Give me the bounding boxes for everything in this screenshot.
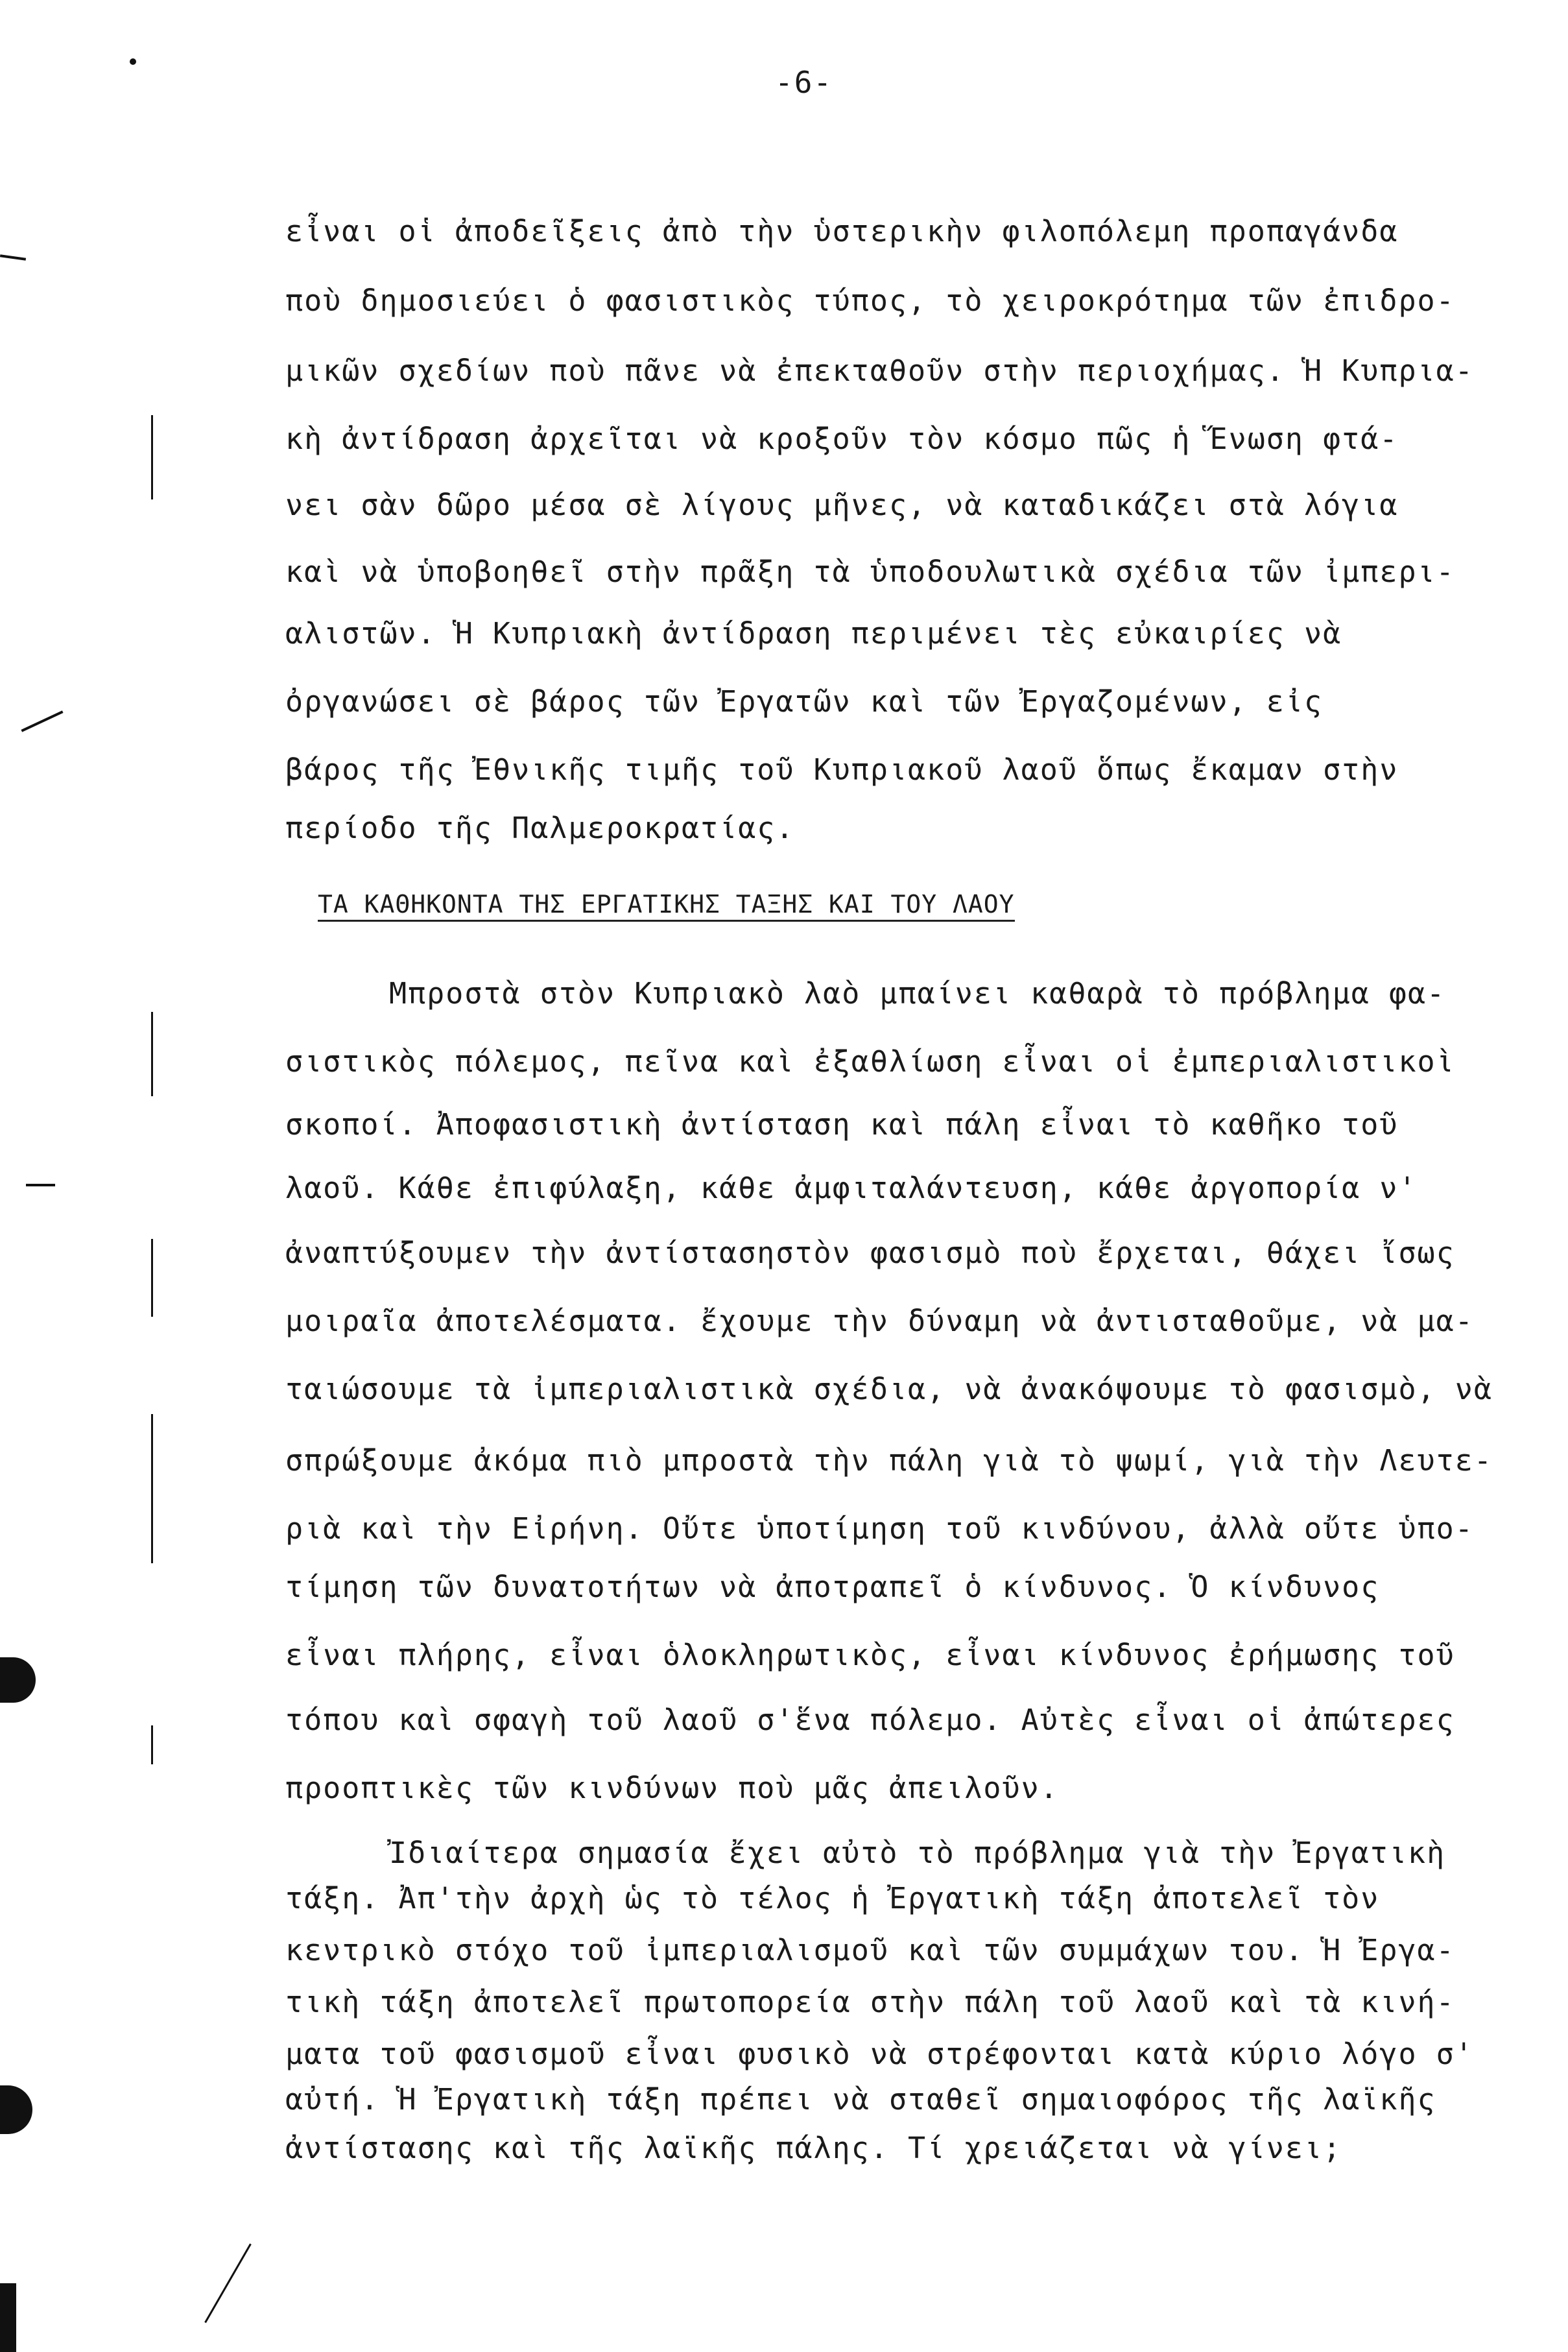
margin-line <box>151 1725 153 1764</box>
text-line: Ἰδιαίτερα σημασία ἔχει αὐτὸ τὸ πρόβλημα γιὰ τὴν Ἐργατικὴ <box>389 1836 1446 1870</box>
text-line: μικῶν σχεδίων ποὺ πᾶνε νὰ ἐπεκταθοῦν στὴν περιοχήμας. Ἡ Κυπρια- <box>285 354 1474 388</box>
text-line: εἶναι πλήρης, εἶναι ὁλοκληρωτικὸς, εἶναι κίνδυνος ἐρήμωσης τοῦ <box>285 1638 1455 1672</box>
scan-blot <box>0 2085 32 2134</box>
margin-line <box>151 1414 153 1563</box>
margin-line <box>151 415 153 499</box>
text-line: ὀργανώσει σὲ βάρος τῶν Ἐργατῶν καὶ τῶν Ἐργαζομένων, εἰς <box>285 684 1324 719</box>
text-line: τικὴ τάξη ἀποτελεῖ πρωτοπορεία στὴν πάλη τοῦ λαοῦ καὶ τὰ κινή- <box>285 1985 1455 2019</box>
text-line: ἀναπτύξουμεν τὴν ἀντίστασηστὸν φασισμὸ ποὺ ἔρχεται, θάχει ἴσως <box>285 1236 1455 1270</box>
text-line: σιστικὸς πόλεμος, πεῖνα καὶ ἐξαθλίωση εἶναι οἱ ἐμπεριαλιστικοὶ <box>285 1044 1455 1079</box>
text-line: κὴ ἀντίδραση ἀρχεῖται νὰ κροξοῦν τὸν κόσμο πῶς ἡ Ἕνωση φτά- <box>285 422 1399 456</box>
scan-blot <box>0 1657 36 1703</box>
scan-speck <box>21 710 63 732</box>
section-heading: ΤΑ ΚΑΘΗΚΟΝΤΑ ΤΗΣ ΕΡΓΑΤΙΚΗΣ ΤΑΞΗΣ ΚΑΙ ΤΟΥ ΛΑΟΥ <box>318 890 1015 922</box>
text-line: κεντρικὸ στόχο τοῦ ἰμπεριαλισμοῦ καὶ τῶν συμμάχων του. Ἡ Ἐργα- <box>285 1933 1455 1967</box>
text-line: ποὺ δημοσιεύει ὁ φασιστικὸς τύπος, τὸ χειροκρότημα τῶν ἐπιδρο- <box>285 283 1455 318</box>
text-line: τίμηση τῶν δυνατοτήτων νὰ ἀποτραπεῖ ὁ κίνδυνος. Ὁ κίνδυνος <box>285 1570 1380 1604</box>
margin-line <box>151 1239 153 1317</box>
text-line: τόπου καὶ σφαγὴ τοῦ λαοῦ σ'ἕνα πόλεμο. Αὐτὲς εἶναι οἱ ἀπώτερες <box>285 1703 1455 1737</box>
scan-speck <box>26 1184 55 1186</box>
pen-stroke <box>204 2244 252 2323</box>
text-line: λαοῦ. Κάθε ἐπιφύλαξη, κάθε ἀμφιταλάντευση, κάθε ἀργοπορία ν' <box>285 1171 1418 1205</box>
text-line: νει σὰν δῶρο μέσα σὲ λίγους μῆνες, νὰ καταδικάζει στὰ λόγια <box>285 488 1399 522</box>
scan-speck <box>0 254 26 261</box>
text-line: καὶ νὰ ὑποβοηθεῖ στὴν πρᾶξη τὰ ὑποδουλωτικὰ σχέδια τῶν ἰμπερι- <box>285 555 1455 589</box>
text-line: Μπροστὰ στὸν Κυπριακὸ λαὸ μπαίνει καθαρὰ τὸ πρόβλημα φα- <box>389 976 1446 1011</box>
text-line: ταιώσουμε τὰ ἰμπεριαλιστικὰ σχέδια, νὰ ἀνακόψουμε τὸ φασισμὸ, νὰ <box>285 1372 1493 1406</box>
text-line: μοιραῖα ἀποτελέσματα. ἔχουμε τὴν δύναμη νὰ ἀντισταθοῦμε, νὰ μα- <box>285 1304 1474 1338</box>
text-line: προοπτικὲς τῶν κινδύνων ποὺ μᾶς ἀπειλοῦν. <box>285 1771 1059 1805</box>
text-line: εἶναι οἱ ἀποδεῖξεις ἀπὸ τὴν ὑστερικὴν φιλοπόλεμη προπαγάνδα <box>285 214 1399 248</box>
text-line: τάξη. Ἀπ'τὴν ἀρχὴ ὡς τὸ τέλος ἡ Ἐργατικὴ τάξη ἀποτελεῖ τὸν <box>285 1881 1380 1915</box>
text-line: περίοδο τῆς Παλμεροκρατίας. <box>285 811 795 845</box>
text-line: ματα τοῦ φασισμοῦ εἶναι φυσικὸ νὰ στρέφονται κατὰ κύριο λόγο σ' <box>285 2037 1474 2071</box>
scan-blot <box>0 2283 16 2352</box>
text-line: σκοποί. Ἀποφασιστικὴ ἀντίσταση καὶ πάλη εἶναι τὸ καθῆκο τοῦ <box>285 1107 1399 1142</box>
text-line: σπρώξουμε ἀκόμα πιὸ μπροστὰ τὴν πάλη γιὰ τὸ ψωμί, γιὰ τὴν Λευτε- <box>285 1443 1493 1478</box>
text-line: αλιστῶν. Ἡ Κυπριακὴ ἀντίδραση περιμένει τὲς εὐκαιρίες νὰ <box>285 616 1342 651</box>
text-line: ἀντίστασης καὶ τῆς λαϊκῆς πάλης. Τί χρειάζεται νὰ γίνει; <box>285 2131 1342 2165</box>
text-line: αὐτή. Ἡ Ἐργατικὴ τάξη πρέπει νὰ σταθεῖ σημαιοφόρος τῆς λαϊκῆς <box>285 2082 1436 2117</box>
text-line: βάρος τῆς Ἐθνικῆς τιμῆς τοῦ Κυπριακοῦ λαοῦ ὅπως ἔκαμαν στὴν <box>285 752 1399 787</box>
page-number: -6- <box>775 65 833 100</box>
text-line: ριὰ καὶ τὴν Εἰρήνη. Οὔτε ὑποτίμηση τοῦ κινδύνου, ἀλλὰ οὔτε ὑπο- <box>285 1511 1474 1546</box>
scan-speck <box>130 58 136 65</box>
margin-line <box>151 1012 153 1096</box>
